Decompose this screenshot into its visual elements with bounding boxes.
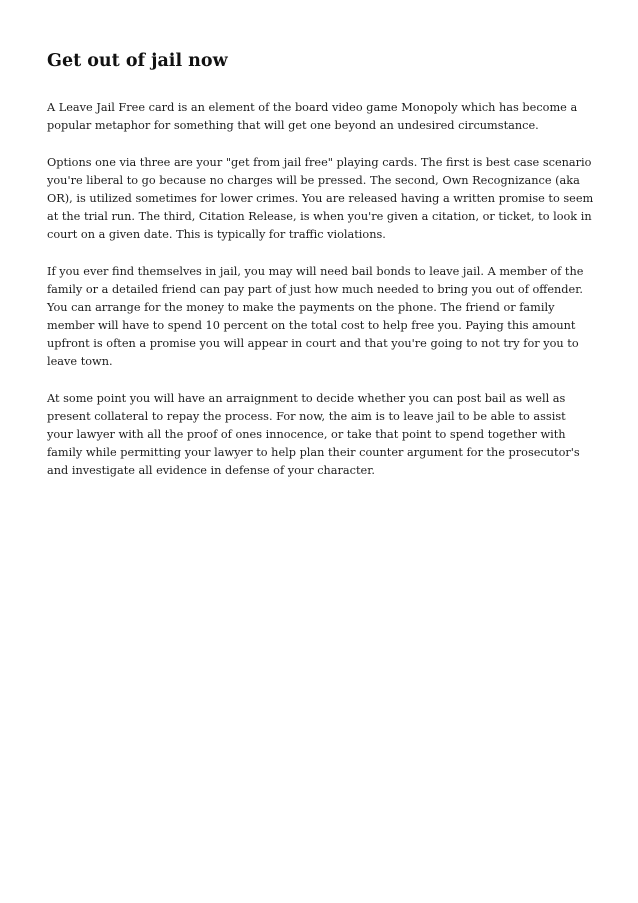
paragraph-3: If you ever find themselves in jail, you may will need bail bonds to leave jail. A member of the family or a detailed friend can pay part of just how much needed to bring you out of offender. You can arrange for the money to make the payments on the phone. The friend or family member will have to spend 10 percent on the total cost to help free you. Paying this amount upfront is often a promise you will appear in court and that you're going to not try for you to leave town. [47,265,584,368]
document-title: Get out of jail now [47,51,228,71]
paragraph-1: A Leave Jail Free card is an element of the board video game Monopoly which has become a popular metaphor for something that will get one beyond an undesired circumstance. [47,101,578,132]
paragraph-2: Options one via three are your "get from jail free" playing cards. The first is best case scenario you're liberal to go because no charges will be pressed. The second, Own Recognizance (aka OR), is utilized sometimes for lower crimes. You are released having a written promise to seem at the trial run. The third, Citation Release, is when you're given a citation, or ticket, to look in court on a given date. This is typically for traffic violations. [47,156,594,241]
paragraph-4: At some point you will have an arraignment to decide whether you can post bail as well as present collateral to repay the process. For now, the aim is to leave jail to be able to assist your lawyer with all the proof of ones innocence, or take that point to spend together with family while permitting your lawyer to help plan their counter argument for the prosecutor's and investigate all evidence in defense of your character. [47,392,580,477]
document-page [47,50,595,499]
